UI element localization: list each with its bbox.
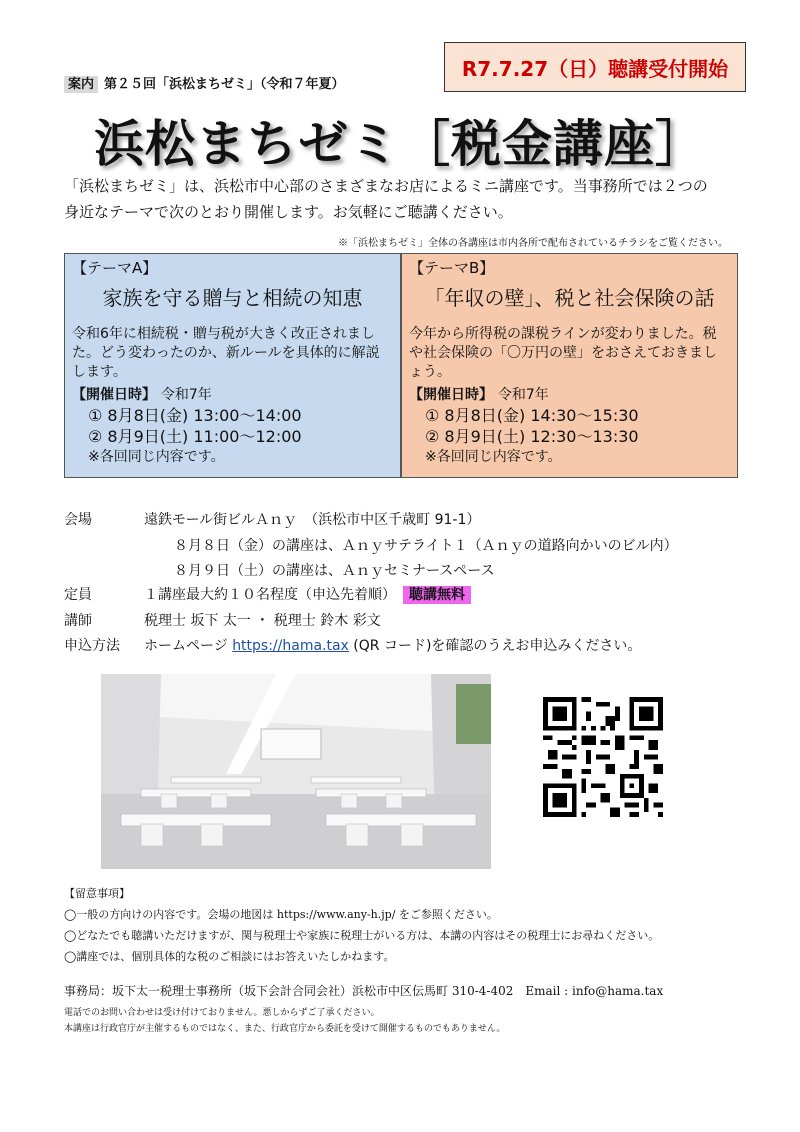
theme-a-label: 【テーマA】 [72,259,158,277]
theme-a-description: 令和6年に相続税・贈与税が大きく改正されました。どう変わったのか、新ルールを具体的に解説します。 [72,326,380,380]
intro-line-1: 「浜松まちゼミ」は、浜松市中心部のさまざまなお店によるミニ講座です。当事務所では２つの [64,177,708,195]
theme-b-title: 「年収の壁」、税と社会保険の話 [424,286,715,310]
note-item-1: ◯一般の方向けの内容です。会場の地図は https://www.any-h.jp/ をご参照ください。 [64,908,498,921]
theme-b-same-note: ※各回同じ内容です。 [425,449,562,465]
homepage-link[interactable]: https://hama.tax [232,638,349,654]
info-tag: 案内 [64,76,98,93]
venue-main: 遠鉄モール街ビルＡｎｙ （浜松市中区千歳町 91-1） [144,512,481,528]
small-note-2: 本講座は行政官庁が主催するものではなく、また、行政官庁から委託を受けて開催するものでもありません。 [64,1024,506,1034]
apply-text [144,636,641,656]
venue-label: 会場 [64,512,92,528]
small-note-1: 電話でのお問い合わせは受け付けておりません。悪しからずご了承ください。 [64,1008,380,1018]
venue-line-2: ８月８日（金）の講座は、Ａｎｙサテライト１（Ａｎｙの道路向かいのビル内） [174,538,678,554]
event-kicker [64,73,345,92]
theme-a-box [64,253,401,478]
free-badge: 聴講無料 [403,586,471,604]
apply-label: 申込方法 [64,638,120,654]
kicker-text: 第２５回「浜松まちゼミ」（令和７年夏） [104,77,345,92]
dates-label: 【開催日時】 [409,387,493,403]
capacity-label: 定員 [64,587,92,603]
intro-line-2: 身近なテーマで次のとおり開催します。お気軽にご聴講ください。 [64,203,513,221]
theme-b-session-1: ① 8月8日(金) 14:30～15:30 [425,406,639,425]
notes-heading: 【留意事項】 [64,887,130,900]
dates-year: 令和7年 [160,387,212,403]
theme-b-description: 今年から所得税の課税ラインが変わりました。税や社会保険の「〇万円の壁」をおさえておきましょう。 [409,326,717,380]
apply-pre: ホームページ [144,638,228,654]
flyer-note: ※「浜松まちゼミ」全体の各講座は市内各所で配布されているチラシをご覧ください。 [338,238,728,249]
reception-start-badge: R7.7.27（日）聴講受付開始 [444,42,746,92]
capacity-text: １講座最大約１０名程度（申込先着順） [144,587,389,603]
lecturer-label: 講師 [64,613,92,629]
theme-a-session-1: ① 8月8日(金) 13:00～14:00 [88,406,302,425]
venue-photo [101,674,491,869]
office-contact: 事務局：坂下太一税理士事務所（坂下会計合同会社）浜松市中区伝馬町 310-4-402 Email : info@hama.tax [64,984,664,998]
theme-a-same-note: ※各回同じ内容です。 [88,449,225,465]
dates-label: 【開催日時】 [72,387,156,403]
theme-a-session-2: ② 8月9日(土) 11:00～12:00 [88,427,302,446]
venue-line-3: ８月９日（土）の講座は、Ａｎｙセミナースペース [174,563,495,579]
theme-a-dates-heading [72,385,393,405]
note-item-2: ◯どなたでも聴講いただけますが、関与税理士や家族に税理士がいる方は、本講の内容はその税理士にお尋ねください。 [64,929,660,942]
note-item-3: ◯講座では、個別具体的な税のご相談にはお答えいたしかねます。 [64,950,395,963]
theme-b-label: 【テーマB】 [409,259,495,277]
qr-code [543,697,663,817]
capacity-value [144,585,471,605]
page-title: 浜松まちゼミ［税金講座］ [94,115,706,173]
apply-post: (QR コード)を確認のうえお申込みください。 [353,638,642,654]
dates-year: 令和7年 [497,387,549,403]
lecturer-value: 税理士 坂下 太一 ・ 税理士 鈴木 彩文 [144,613,381,629]
theme-a-title: 家族を守る贈与と相続の知恵 [102,286,363,310]
theme-b-dates-heading [409,385,730,405]
theme-b-session-2: ② 8月9日(土) 12:30～13:30 [425,427,639,446]
theme-b-box [401,253,738,478]
